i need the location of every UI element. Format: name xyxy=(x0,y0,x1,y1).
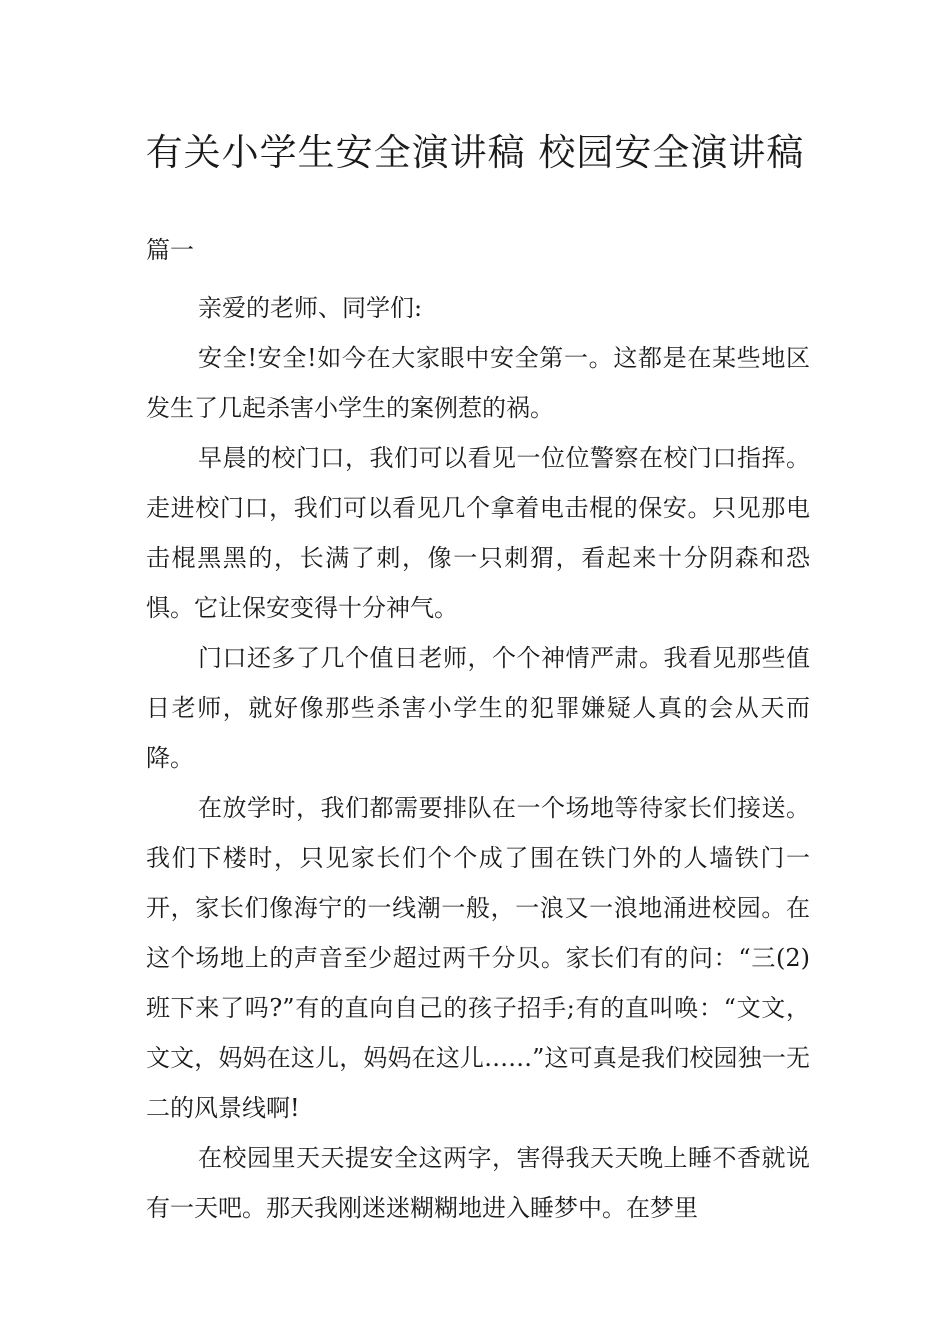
paragraph: 门口还多了几个值日老师，个个神情严肃。我看见那些值日老师，就好像那些杀害小学生的犯罪嫌疑人真的会从天而降。 xyxy=(146,644,810,772)
paragraph: 早晨的校门口，我们可以看见一位位警察在校门口指挥。走进校门口，我们可以看见几个拿着电击棍的保安。只见那电击棍黑黑的，长满了刺，像一只刺猬，看起来十分阴森和恐惧。它让保安变得十分神气。 xyxy=(146,444,810,622)
paragraph-greeting: 亲爱的老师、同学们: xyxy=(198,294,423,322)
section-label: 篇一 xyxy=(146,236,194,264)
paragraph: 安全!安全!如今在大家眼中安全第一。这都是在某些地区发生了几起杀害小学生的案例惹的祸。 xyxy=(146,344,810,422)
document-title: 有关小学生安全演讲稿 校园安全演讲稿 xyxy=(145,131,805,174)
paragraph: 在放学时，我们都需要排队在一个场地等待家长们接送。我们下楼时，只见家长们个个成了围在铁门外的人墙铁门一开，家长们像海宁的一线潮一般，一浪又一浪地涌进校园。在这个场地上的声音至少超过两千分贝。家长们有的问：“三(2)班下来了吗?”有的直向自己的孩子招手;有的直叫唤：“文文，文文，妈妈在这儿，妈妈在这儿……”这可真是我们校园独一无二的风景线啊! xyxy=(146,794,810,1122)
document-body xyxy=(146,283,810,1233)
paragraph: 在校园里天天提安全这两字，害得我天天晚上睡不香就说有一天吧。那天我刚迷迷糊糊地进入睡梦中。在梦里 xyxy=(146,1144,810,1222)
